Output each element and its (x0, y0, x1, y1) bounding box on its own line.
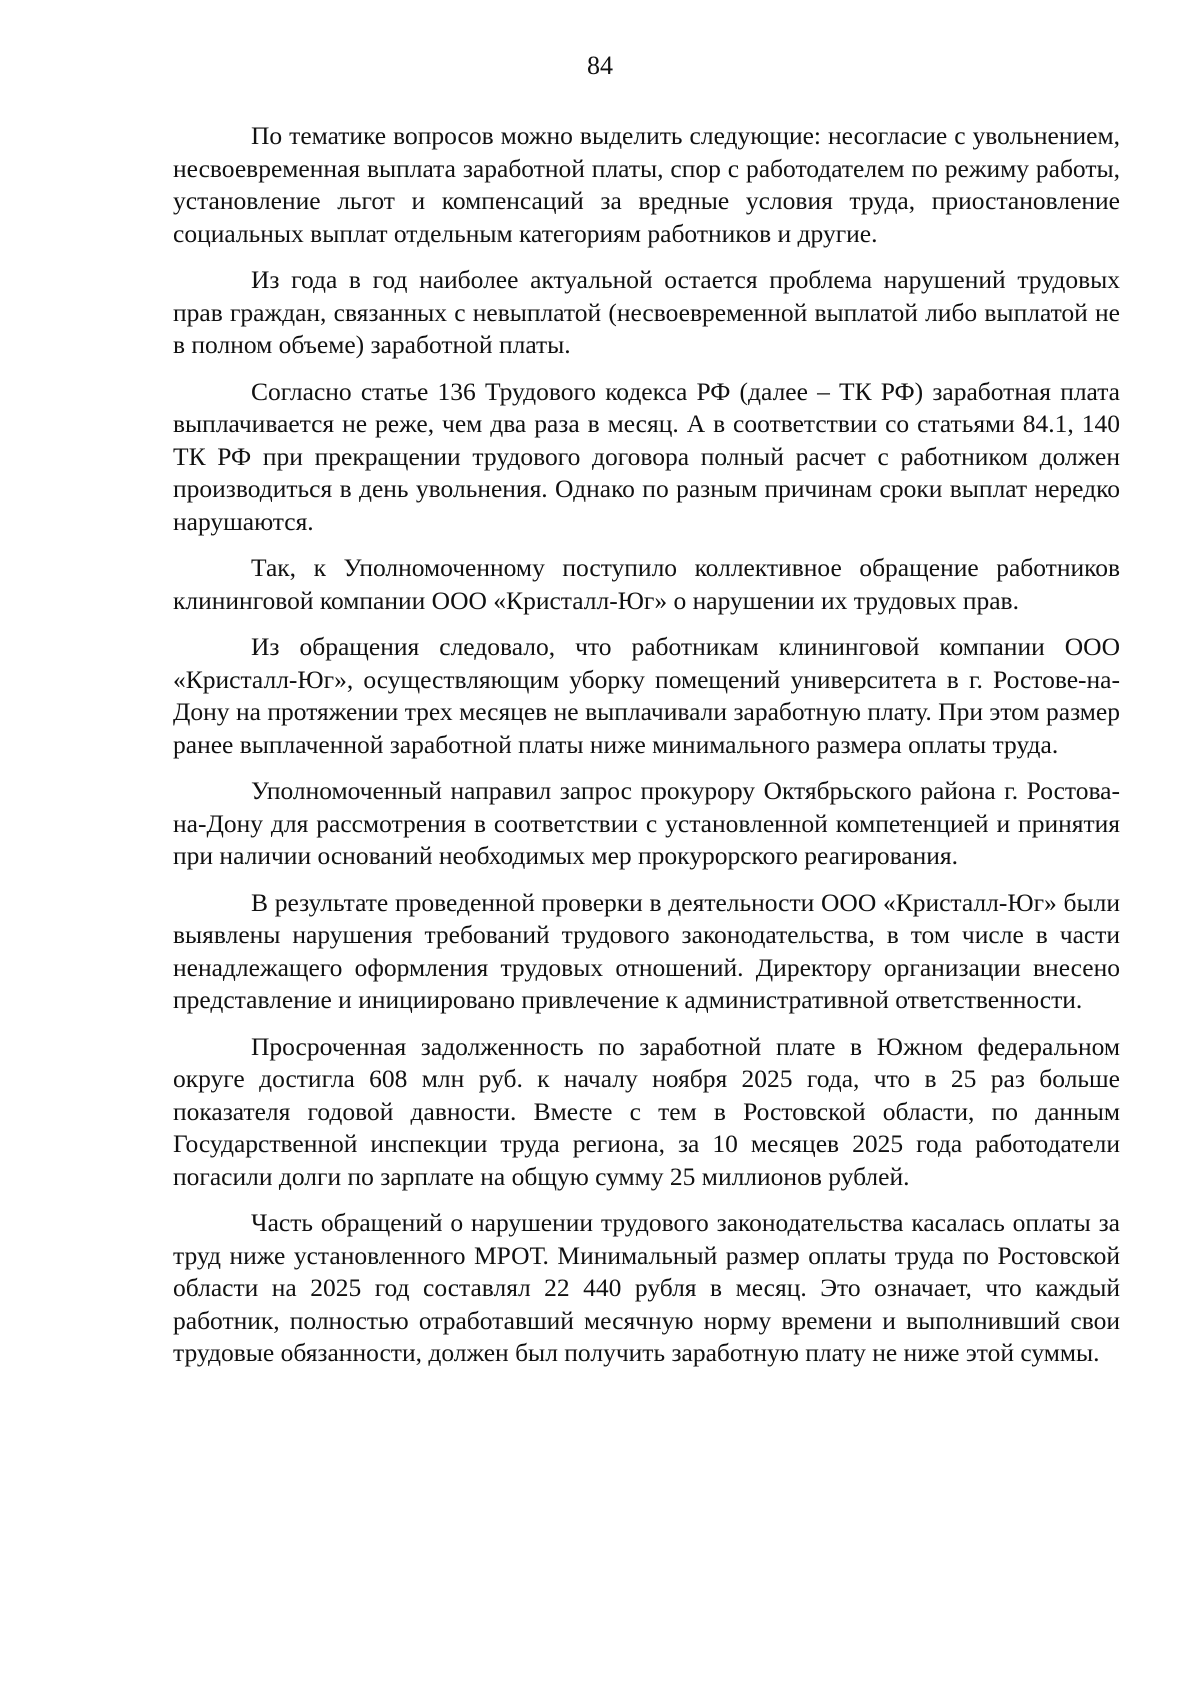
document-body (173, 120, 1120, 1384)
paragraph-wage-arrears-problem: Из года в год наиболее актуальной остается проблема нарушений трудовых прав граждан, связанных с невыплатой (несвоевременной выплатой либо выплатой не в полном объеме) заработной платы. (173, 265, 1120, 359)
page-number: 84 (587, 51, 613, 80)
paragraph-labor-code-article: Согласно статье 136 Трудового кодекса РФ (далее – ТК РФ) заработная плата выплачивается не реже, чем два раза в месяц. А в соответствии со статьями 84.1, 140 ТК РФ при прекращении трудового договора полный расчет с работником должен производиться в день увольнения. Однако по разным причинам сроки выплат нередко нарушаются. (173, 376, 1120, 536)
paragraph-prosecutor-request: Уполномоченный направил запрос прокурору Октябрьского района г. Ростова-на-Дону для рассмотрения в соответствии с установленной компетенцией и принятия при наличии оснований необходимых мер прокурорского реагирования. (173, 776, 1120, 870)
paragraph-inspection-results: В результате проведенной проверки в деятельности ООО «Кристалл-Юг» были выявлены нарушения требований трудового законодательства, в том числе в части ненадлежащего оформления трудовых отношений. Директору организации внесено представление и инициировано привлечение к административной ответственности. (173, 887, 1120, 1014)
paragraph-collective-appeal: Так, к Уполномоченному поступило коллективное обращение работников клининговой компании ООО «Кристалл-Юг» о нарушении их трудовых прав. (173, 553, 1120, 615)
paragraph-overdue-debt: Просроченная задолженность по заработной плате в Южном федеральном округе достигла 608 млн руб. к началу ноября 2025 года, что в 25 раз больше показателя годовой давности. Вместе с тем в Ростовской области, по данным Государственной инспекции труда региона, за 10 месяцев 2025 года работодатели погасили долги по зарплате на общую сумму 25 миллионов рублей. (173, 1031, 1120, 1191)
paragraph-topics: По тематике вопросов можно выделить следующие: несогласие с увольнением, несвоевременная выплата заработной платы, спор с работодателем по режиму работы, установление льгот и компенсаций за вредные условия труда, приостановление социальных выплат отдельным категориям работников и другие. (173, 121, 1120, 248)
paragraph-appeal-details: Из обращения следовало, что работникам клининговой компании ООО «Кристалл-Юг», осуществляющим уборку помещений университета в г. Ростове-на-Дону на протяжении трех месяцев не выплачивали заработную плату. При этом размер ранее выплаченной заработной платы ниже минимального размера оплаты труда. (173, 632, 1120, 759)
paragraph-minimum-wage: Часть обращений о нарушении трудового законодательства касалась оплаты за труд ниже установленного МРОТ. Минимальный размер оплаты труда по Ростовской области на 2025 год составлял 22 440 рубля в месяц. Это означает, что каждый работник, полностью отработавший месячную норму времени и выполнивший свои трудовые обязанности, должен был получить заработную плату не ниже этой суммы. (173, 1208, 1120, 1367)
